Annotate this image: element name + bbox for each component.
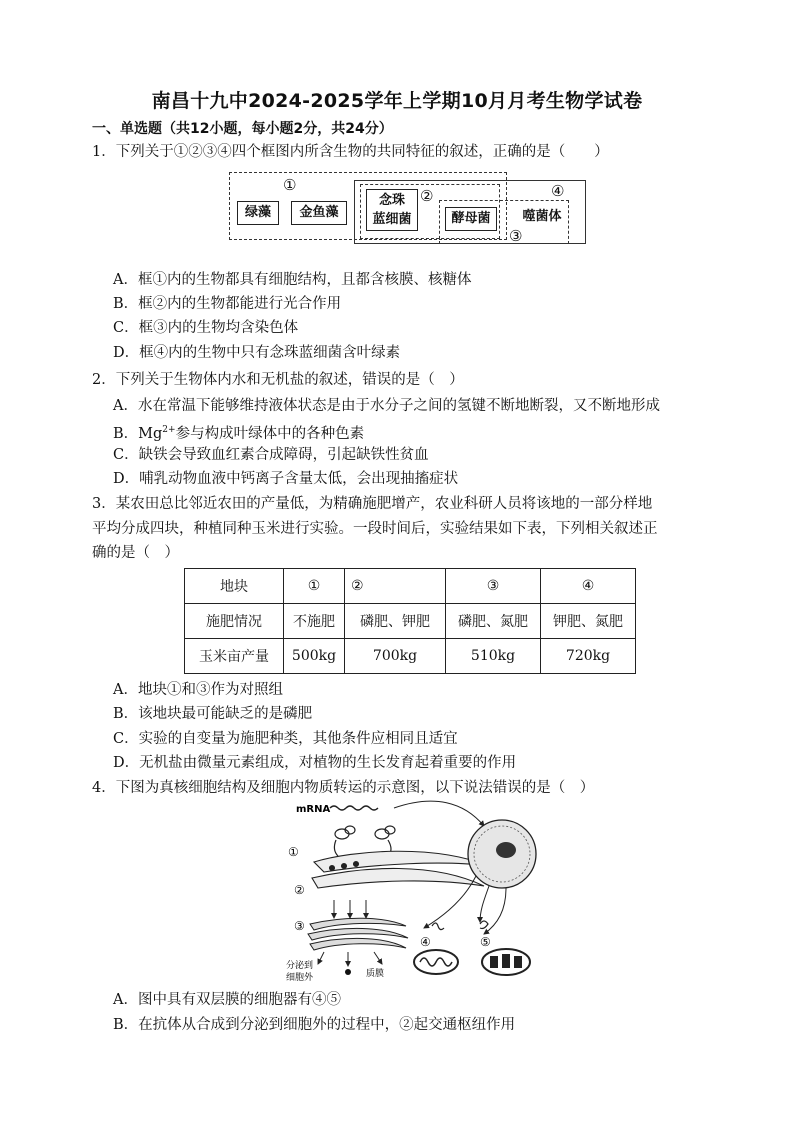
secretion-arrows	[318, 952, 382, 966]
option-b-text: B．Mg	[113, 425, 163, 442]
label-mark-4: ④	[420, 935, 431, 949]
question-1-option-d: D．框④内的生物中只有念珠蓝细菌含叶绿素	[113, 345, 401, 361]
question-1-option-c: C．框③内的生物均含染色体	[113, 320, 299, 336]
section-heading: 一、单选题（共12小题，每小题2分，共24分）	[92, 121, 393, 137]
question-1-option-b: B．框②内的生物都能进行光合作用	[113, 296, 342, 312]
organism-phage: 噬菌体	[522, 209, 562, 224]
nucleus	[468, 820, 536, 888]
option-b-superscript: 2+	[162, 425, 176, 435]
organism-yeast: 酵母菌	[445, 207, 497, 231]
table-cell: 玉米亩产量	[185, 639, 284, 674]
table-cell: 磷肥、钾肥	[345, 604, 446, 639]
question-3-stem-line2: 平均分成四块，种植同种玉米进行实验。一段时间后，实验结果如下表，下列相关叙述正	[92, 521, 658, 537]
organism-hornwort: 金鱼藻	[291, 201, 347, 225]
question-4-option-a: A．图中具有双层膜的细胞器有④⑤	[113, 992, 341, 1008]
question-3-option-b: B．该地块最可能缺乏的是磷肥	[113, 706, 313, 722]
question-4-stem: 4．下图为真核细胞结构及细胞内物质转运的示意图，以下说法错误的是（ ）	[92, 780, 595, 796]
table-cell: ①	[284, 569, 345, 604]
secrete-label-1: 分泌到	[286, 961, 314, 971]
table-cell: 施肥情况	[185, 604, 284, 639]
question-2-option-b	[113, 420, 364, 444]
question-3-option-a: A．地块①和③作为对照组	[113, 682, 283, 698]
protein-fragment	[432, 923, 444, 930]
table-cell: 磷肥、氮肥	[446, 604, 541, 639]
question-2-option-a: A．水在常温下能够维持液体状态是由于水分子之间的氢键不断地断裂，又不断地形成	[113, 398, 660, 414]
organism-nostoc-line1: 念珠	[378, 193, 405, 208]
organism-green-algae: 绿藻	[237, 201, 279, 225]
organism-nostoc	[366, 189, 418, 231]
secrete-label-2: 细胞外	[286, 973, 314, 982]
golgi-apparatus	[308, 918, 408, 950]
table-cell: 地块	[185, 569, 284, 604]
arrow-nucleus-to-mrna	[394, 801, 484, 826]
frame-3-mark: ③	[509, 227, 523, 245]
question-1-stem: 1．下列关于①②③④四个框图内所含生物的共同特征的叙述，正确的是（ ）	[92, 144, 609, 160]
table-cell: ③	[446, 569, 541, 604]
mrna-strand	[330, 806, 378, 810]
question-4-cell-diagram	[284, 800, 556, 982]
question-2-option-d: D．哺乳动物血液中钙离子含量太低，会出现抽搐症状	[113, 471, 459, 487]
question-3-stem-line3: 确的是（ ）	[92, 545, 179, 561]
question-3-table	[184, 568, 636, 674]
question-1-option-a: A．框①内的生物都具有细胞结构，且都含核膜、核糖体	[113, 272, 472, 288]
table-row	[185, 639, 636, 674]
organism-nostoc-line2: 蓝细菌	[372, 212, 412, 227]
chloroplast	[482, 949, 530, 975]
table-cell: ④	[541, 569, 636, 604]
question-3-option-c: C．实验的自变量为施肥种类，其他条件应相同且适宜	[113, 731, 458, 747]
label-mark-5: ⑤	[480, 935, 491, 949]
membrane-label: 质膜	[366, 969, 385, 979]
label-mark-2: ②	[294, 883, 305, 897]
label-mark-3: ③	[294, 919, 305, 933]
label-mark-1: ①	[288, 845, 299, 859]
question-3-stem-line1: 3．某农田总比邻近农田的产量低，为精确施肥增产，农业科研人员将该地的一部分样地	[92, 496, 653, 512]
table-row	[185, 604, 636, 639]
table-cell: ②	[345, 569, 446, 604]
mitochondrion	[414, 950, 458, 974]
table-cell: 720kg	[541, 639, 636, 674]
vesicle-dot	[345, 969, 351, 975]
question-1-diagram	[229, 170, 589, 246]
endoplasmic-reticulum	[312, 851, 489, 888]
frame-1-mark: ①	[283, 176, 297, 194]
table-cell: 不施肥	[284, 604, 345, 639]
question-2-stem: 2．下列关于生物体内水和无机盐的叙述，错误的是（ ）	[92, 372, 464, 388]
frame-2-mark: ②	[420, 187, 434, 205]
question-4-option-b: B．在抗体从合成到分泌到细胞外的过程中，②起交通枢纽作用	[113, 1017, 516, 1033]
option-b-rest: 参与构成叶绿体中的各种色素	[175, 425, 365, 442]
table-cell: 钾肥、氮肥	[541, 604, 636, 639]
exam-title: 南昌十九中2024-2025学年上学期10月月考生物学试卷	[151, 90, 643, 112]
frame-4-mark: ④	[551, 182, 565, 200]
question-3-option-d: D．无机盐由微量元素组成，对植物的生长发育起着重要的作用	[113, 755, 517, 771]
table-row	[185, 569, 636, 604]
table-cell: 700kg	[345, 639, 446, 674]
table-cell: 510kg	[446, 639, 541, 674]
question-2-option-c: C．缺铁会导致血红素合成障碍，引起缺铁性贫血	[113, 447, 429, 463]
transport-arrows	[334, 900, 366, 918]
mrna-label: mRNA	[296, 804, 331, 815]
protein-fragment	[480, 921, 488, 929]
table-cell: 500kg	[284, 639, 345, 674]
